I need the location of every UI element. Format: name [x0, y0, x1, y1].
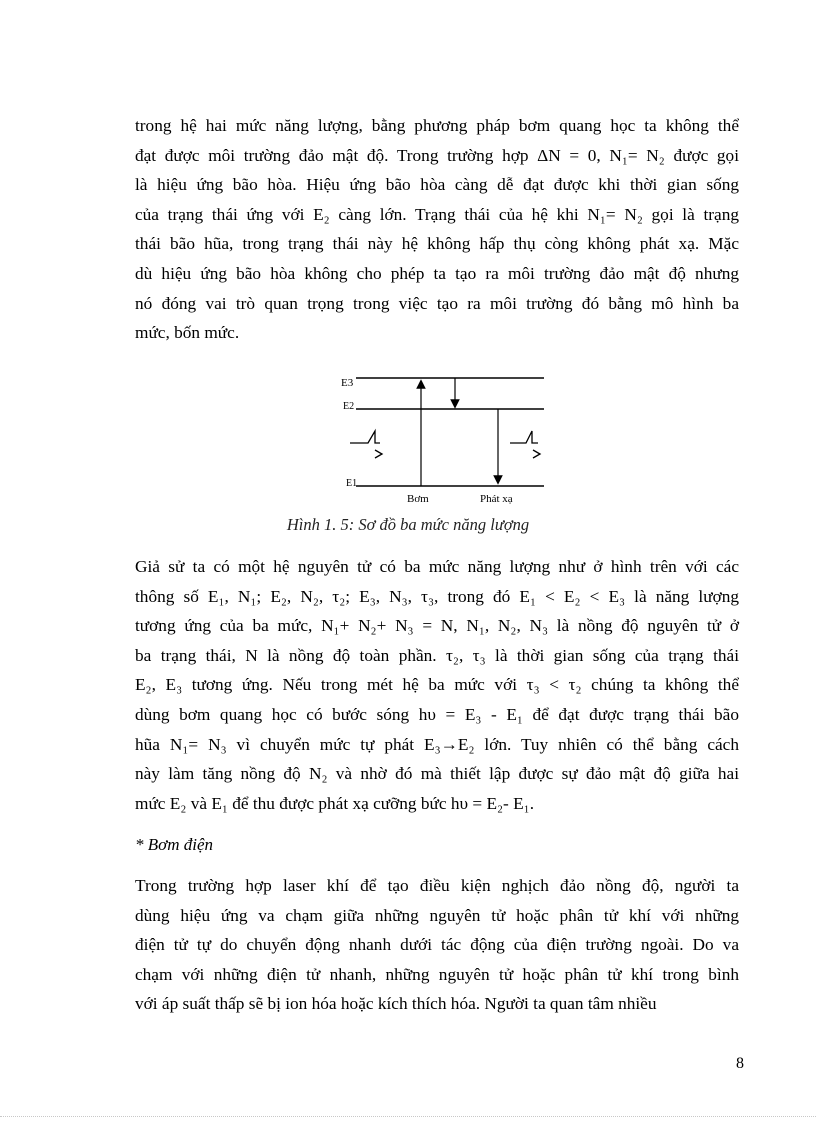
text-line: ba trạng thái, N là nồng độ toàn phần. τ₂, τ₃ là thời gian sống của trạng thái [135, 645, 739, 665]
text-line: thái bão hũa, trong trạng thái này hệ không hấp thụ còng không phát xạ. Mặc [135, 234, 739, 254]
paragraph-three-level [135, 552, 739, 818]
page-divider [0, 1116, 816, 1117]
paragraph-intro [135, 111, 739, 348]
text-line: trong hệ hai mức năng lượng, bằng phương pháp bơm quang học ta không thể [135, 116, 739, 135]
text-line: Trong trường hợp laser khí để tạo điều kiện nghịch đảo nồng độ, người ta [135, 876, 739, 895]
text-line: mức, bốn mức. [135, 323, 240, 343]
level-e2-label: E2 [343, 401, 355, 412]
text-line: này làm tăng nồng độ N₂ và nhờ đó mà thiết lập được sự đảo mật độ giữa hai [135, 764, 739, 784]
text-line: Giả sử ta có một hệ nguyên tử có ba mức năng lượng như ở hình trên với các [135, 557, 739, 576]
text-line: E₂, E₃ tương ứng. Nếu trong mét hệ ba mức với τ₃ < τ₂ chúng ta không thể [135, 675, 739, 695]
page-number: 8 [736, 1055, 744, 1072]
text-line: chạm với những điện tử nhanh, những nguyên tử hoặc phân tử khí trong bình [135, 964, 739, 984]
text-line: là hiệu ứng bão hòa. Hiệu ứng bão hòa càng dễ đạt được khi thời gian sống [135, 175, 739, 195]
energy-level-diagram [330, 368, 560, 510]
text-line: dù hiệu ứng bão hòa không cho phép ta tạo ra môi trường đảo mật độ nhưng [135, 263, 739, 283]
text-line: tương ứng của ba mức, N₁+ N₂+ N₃ = N, N₁, N₂, N₃ là nồng độ nguyên tử ở [135, 616, 739, 636]
text-line: nó đóng vai trò quan trọng trong việc tạo ra môi trường đó bằng mô hình ba [135, 293, 739, 313]
text-line: dùng hiệu ứng va chạm giữa những nguyên tử hoặc phân tử khí với những [135, 905, 739, 925]
text-line: dùng bơm quang học có bước sóng hυ = E₃ - E₁ để đạt được trạng thái bão [135, 704, 739, 724]
photon-icon [533, 450, 540, 458]
text-line: của trạng thái ứng với E₂ càng lớn. Trạng thái của hệ khi N₁= N₂ gọi là trạng [135, 204, 739, 224]
photon-icon [375, 450, 382, 458]
photon-icon [510, 431, 538, 443]
level-e1-label: E1 [346, 478, 358, 489]
text-line: đạt được môi trường đảo mật độ. Trong trường hợp ΔN = 0, N₁= N₂ được gọi [135, 145, 739, 165]
text-line: thông số E₁, N₁; E₂, N₂, τ₂; E₃, N₃, τ₃, trong đó E₁ < E₂ < E₃ là năng lượng [135, 586, 739, 606]
figure-caption: Hình 1. 5: Sơ đồ ba mức năng lượng [286, 515, 530, 534]
text-line: điện tử tự do chuyển động nhanh dưới tác động của điện trường ngoài. Do va [135, 935, 739, 955]
section-heading: * Bơm điện [135, 835, 214, 854]
pump-label: Bơm [407, 493, 429, 505]
text-line: mức E₂ và E₁ để thu được phát xạ cưỡng bức hυ = E₂- E₁. [135, 793, 535, 813]
emission-label: Phát xạ [480, 493, 513, 505]
text-line: hũa N₁= N₃ vì chuyển mức tự phát E₃→E₂ lớn. Tuy nhiên có thể bằng cách [135, 734, 739, 754]
paragraph-electric-pump [135, 871, 739, 1019]
photon-icon [350, 431, 380, 443]
level-e3-label: E3 [341, 377, 354, 389]
text-line: với áp suất thấp sẽ bị ion hóa hoặc kích thích hóa. Người ta quan tâm nhiều [135, 994, 657, 1014]
